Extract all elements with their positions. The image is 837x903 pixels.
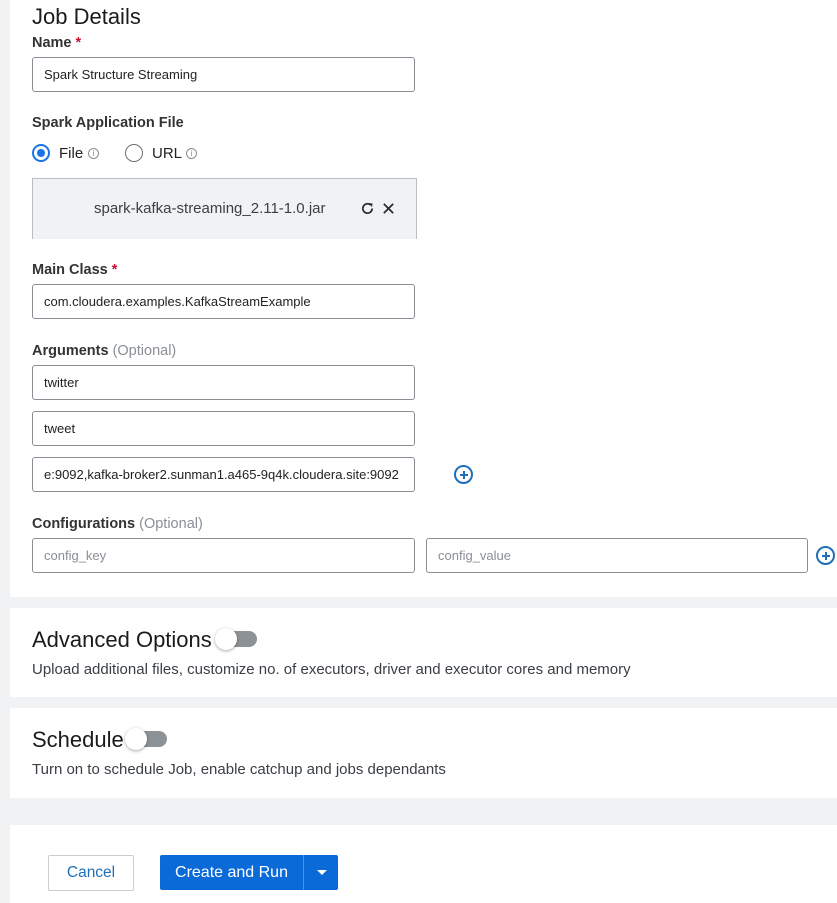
arguments-label-text: Arguments — [32, 343, 109, 359]
optional-hint: (Optional) — [112, 343, 177, 359]
add-configuration-icon[interactable] — [816, 546, 835, 565]
uploaded-file-name: spark-kafka-streaming_2.11-1.0.jar — [94, 200, 326, 217]
job-details-title: Job Details — [32, 4, 141, 29]
info-icon[interactable]: i — [88, 148, 99, 159]
configurations-label-text: Configurations — [32, 516, 136, 532]
refresh-icon[interactable] — [360, 201, 375, 216]
chevron-down-icon[interactable] — [303, 855, 338, 890]
argument-input[interactable] — [32, 365, 415, 400]
url-radio[interactable] — [125, 144, 143, 162]
name-input[interactable] — [32, 57, 415, 92]
create-and-run-button[interactable]: Create and Run — [160, 855, 303, 890]
advanced-options-toggle[interactable] — [217, 631, 257, 647]
file-radio[interactable] — [32, 144, 50, 162]
advanced-options-panel — [10, 608, 837, 697]
name-label-text: Name — [32, 35, 72, 51]
toggle-knob — [215, 628, 237, 650]
config-key-input[interactable] — [32, 538, 415, 573]
url-radio-label: URL — [152, 145, 183, 162]
schedule-title: Schedule — [32, 727, 124, 752]
required-mark: * — [75, 35, 82, 51]
toggle-knob — [125, 728, 147, 750]
job-details-panel — [10, 0, 837, 597]
cancel-button[interactable]: Cancel — [48, 855, 134, 891]
argument-input[interactable] — [32, 411, 415, 446]
arguments-label — [32, 343, 176, 359]
schedule-description: Turn on to schedule Job, enable catchup and jobs dependants — [32, 761, 446, 778]
optional-hint: (Optional) — [139, 516, 203, 532]
config-value-input[interactable] — [426, 538, 808, 573]
main-class-label-text: Main Class — [32, 262, 108, 278]
file-radio-label: File — [59, 145, 84, 162]
configurations-label — [32, 516, 203, 532]
uploaded-file-box — [32, 178, 417, 239]
advanced-options-description: Upload additional files, customize no. of executors, driver and executor cores and memory — [32, 661, 631, 678]
required-mark: * — [111, 262, 118, 278]
advanced-options-title: Advanced Options — [32, 627, 212, 652]
add-argument-icon[interactable] — [454, 465, 473, 484]
schedule-toggle[interactable] — [127, 731, 167, 747]
footer-actions — [10, 825, 837, 903]
close-icon[interactable] — [382, 202, 395, 215]
info-icon[interactable]: i — [186, 148, 197, 159]
spark-app-file-label: Spark Application File — [32, 115, 184, 131]
name-label — [32, 35, 81, 51]
schedule-panel — [10, 708, 837, 798]
main-class-label — [32, 262, 117, 278]
main-class-input[interactable] — [32, 284, 415, 319]
argument-input[interactable] — [32, 457, 415, 492]
